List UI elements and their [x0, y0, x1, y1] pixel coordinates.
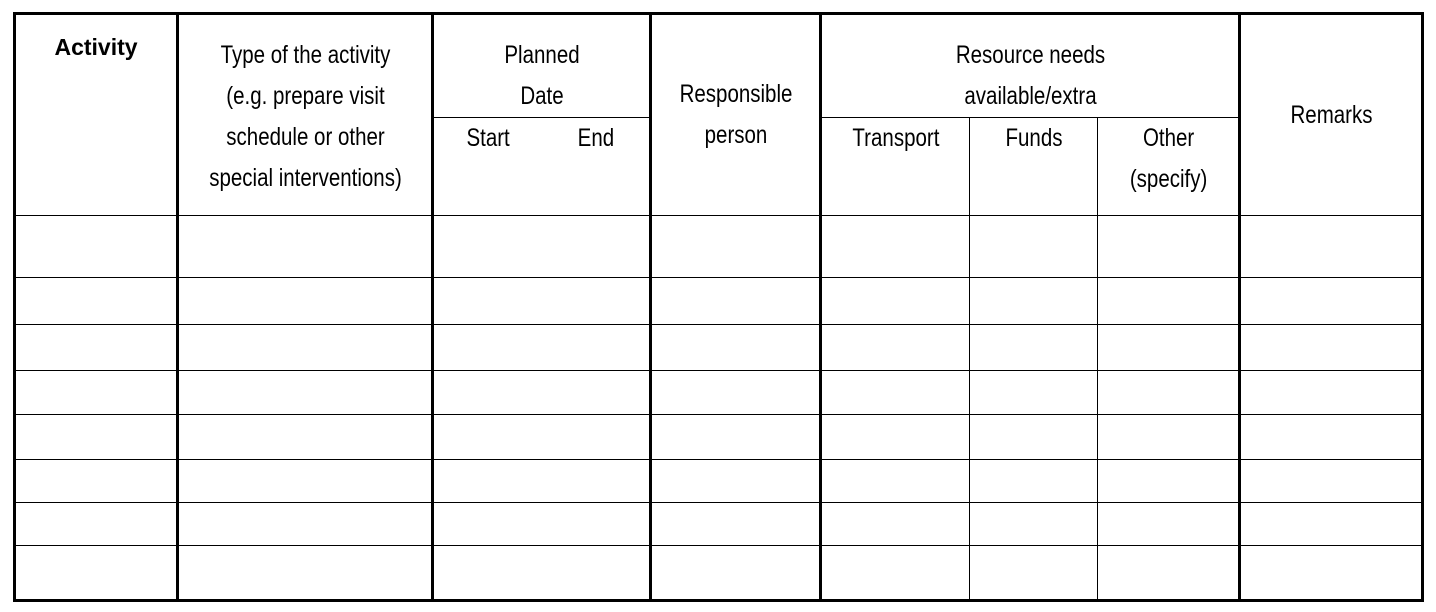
- cell-funds[interactable]: [970, 546, 1098, 601]
- header-activity: [15, 14, 178, 216]
- cell-planned-date[interactable]: [433, 325, 651, 371]
- header-resource-line-1: Resource needs: [955, 41, 1105, 69]
- header-start: [442, 118, 531, 216]
- cell-funds[interactable]: [970, 460, 1098, 503]
- cell-activity[interactable]: [15, 503, 178, 546]
- cell-responsible[interactable]: [651, 325, 821, 371]
- header-planned-line-2: Date: [519, 82, 564, 110]
- cell-planned-date[interactable]: [433, 371, 651, 415]
- cell-planned-date[interactable]: [433, 415, 651, 460]
- cell-transport[interactable]: [821, 371, 970, 415]
- header-responsible-line-1: Responsible: [679, 80, 792, 108]
- header-transport-label: Transport: [851, 124, 939, 152]
- cell-remarks[interactable]: [1240, 546, 1423, 601]
- table-row: [15, 503, 1423, 546]
- cell-type[interactable]: [178, 460, 433, 503]
- cell-planned-date[interactable]: [433, 546, 651, 601]
- cell-type[interactable]: [178, 503, 433, 546]
- cell-type[interactable]: [178, 371, 433, 415]
- table-body: [15, 216, 1423, 601]
- header-transport: [834, 118, 956, 216]
- header-funds-label: Funds: [1005, 124, 1062, 152]
- cell-activity[interactable]: [15, 460, 178, 503]
- cell-transport[interactable]: [821, 546, 970, 601]
- cell-remarks[interactable]: [1240, 216, 1423, 278]
- header-resource-needs: [858, 14, 1202, 118]
- header-other-line-1: Other: [1142, 124, 1194, 152]
- header-type-of-activity: [200, 14, 409, 216]
- cell-other[interactable]: [1098, 460, 1240, 503]
- cell-transport[interactable]: [821, 325, 970, 371]
- cell-responsible[interactable]: [651, 546, 821, 601]
- cell-type[interactable]: [178, 415, 433, 460]
- table-row: [15, 460, 1423, 503]
- cell-other[interactable]: [1098, 371, 1240, 415]
- header-remarks: [1256, 14, 1406, 216]
- cell-remarks[interactable]: [1240, 278, 1423, 325]
- cell-planned-date[interactable]: [433, 460, 651, 503]
- cell-type[interactable]: [178, 325, 433, 371]
- table-row: [15, 546, 1423, 601]
- header-responsible-person: [666, 14, 805, 216]
- cell-activity[interactable]: [15, 415, 178, 460]
- header-other-line-2: (specify): [1129, 165, 1207, 193]
- cell-remarks[interactable]: [1240, 325, 1423, 371]
- header-resource-line-2: available/extra: [963, 82, 1097, 110]
- header-type-line-1: Type of the activity: [220, 41, 390, 69]
- cell-planned-date[interactable]: [433, 216, 651, 278]
- cell-responsible[interactable]: [651, 371, 821, 415]
- cell-transport[interactable]: [821, 460, 970, 503]
- cell-responsible[interactable]: [651, 278, 821, 325]
- header-end: [551, 118, 640, 216]
- cell-other[interactable]: [1098, 503, 1240, 546]
- cell-activity[interactable]: [15, 371, 178, 415]
- header-responsible-line-2: person: [704, 121, 767, 149]
- cell-responsible[interactable]: [651, 415, 821, 460]
- cell-remarks[interactable]: [1240, 415, 1423, 460]
- cell-funds[interactable]: [970, 216, 1098, 278]
- cell-other[interactable]: [1098, 278, 1240, 325]
- table-row: [15, 325, 1423, 371]
- header-planned-line-1: Planned: [503, 41, 580, 69]
- cell-remarks[interactable]: [1240, 371, 1423, 415]
- cell-funds[interactable]: [970, 371, 1098, 415]
- cell-type[interactable]: [178, 278, 433, 325]
- table-row: [15, 278, 1423, 325]
- header-remarks-label: Remarks: [1289, 100, 1372, 129]
- cell-responsible[interactable]: [651, 460, 821, 503]
- table-row: [15, 415, 1423, 460]
- cell-planned-date[interactable]: [433, 503, 651, 546]
- header-funds: [981, 118, 1086, 216]
- cell-transport[interactable]: [821, 278, 970, 325]
- cell-transport[interactable]: [821, 216, 970, 278]
- header-start-label: Start: [465, 124, 510, 152]
- cell-other[interactable]: [1098, 546, 1240, 601]
- cell-activity[interactable]: [15, 278, 178, 325]
- header-end-label: End: [577, 124, 614, 152]
- cell-other[interactable]: [1098, 216, 1240, 278]
- cell-type[interactable]: [178, 216, 433, 278]
- cell-other[interactable]: [1098, 325, 1240, 371]
- cell-remarks[interactable]: [1240, 503, 1423, 546]
- cell-funds[interactable]: [970, 278, 1098, 325]
- table-row: [15, 371, 1423, 415]
- header-other: [1110, 118, 1226, 216]
- cell-planned-date[interactable]: [433, 278, 651, 325]
- cell-type[interactable]: [178, 546, 433, 601]
- cell-other[interactable]: [1098, 415, 1240, 460]
- header-type-line-2: (e.g. prepare visit: [225, 82, 385, 110]
- header-type-line-4: special interventions): [208, 164, 402, 192]
- header-planned-date: [452, 14, 631, 118]
- cell-remarks[interactable]: [1240, 460, 1423, 503]
- header-activity-label: Activity: [54, 34, 138, 60]
- table-row: [15, 216, 1423, 278]
- cell-transport[interactable]: [821, 503, 970, 546]
- header-type-line-3: schedule or other: [225, 123, 385, 151]
- cell-funds[interactable]: [970, 415, 1098, 460]
- cell-transport[interactable]: [821, 415, 970, 460]
- activity-plan-table: [13, 12, 1424, 602]
- cell-activity[interactable]: [15, 546, 178, 601]
- cell-activity[interactable]: [15, 325, 178, 371]
- cell-funds[interactable]: [970, 325, 1098, 371]
- cell-responsible[interactable]: [651, 503, 821, 546]
- cell-responsible[interactable]: [651, 216, 821, 278]
- cell-activity[interactable]: [15, 216, 178, 278]
- cell-funds[interactable]: [970, 503, 1098, 546]
